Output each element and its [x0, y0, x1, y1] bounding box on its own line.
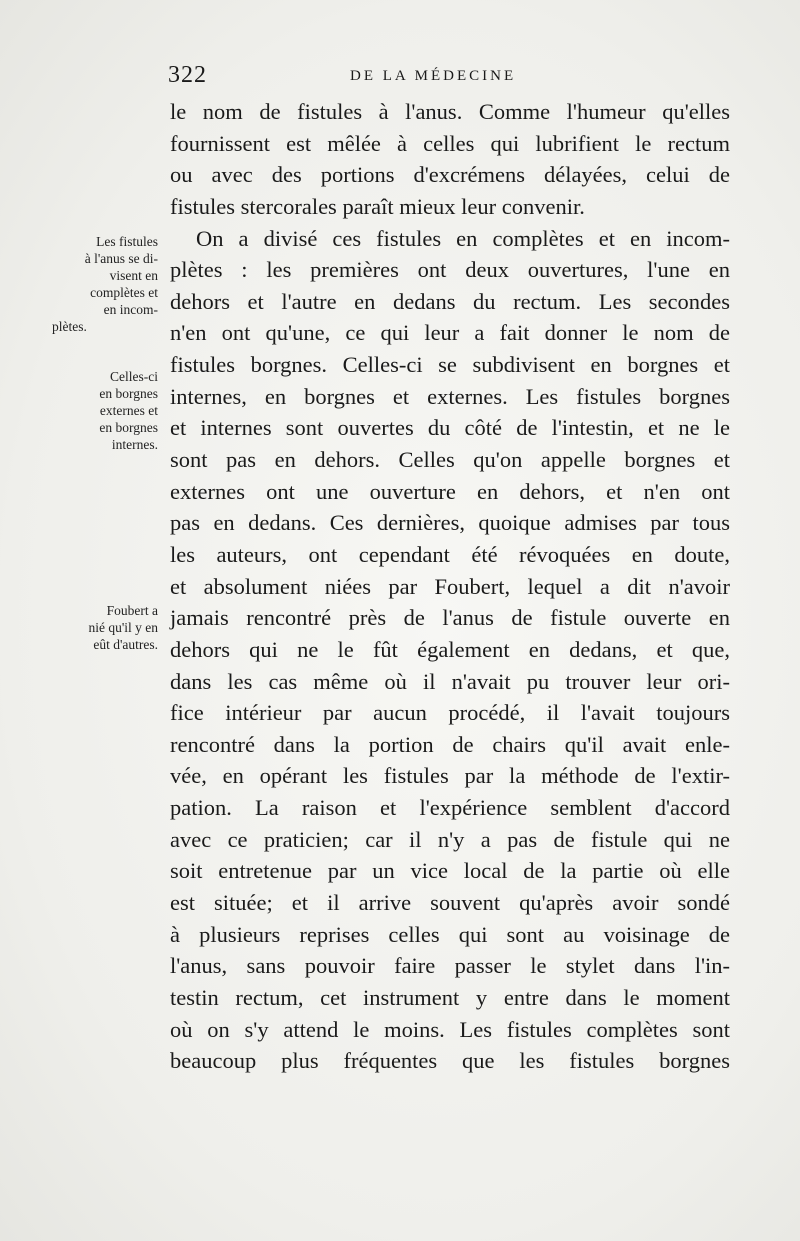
text-line: est située; et il arrive souvent qu'après avoir sondé	[170, 890, 730, 916]
text-line: et absolument niées par Foubert, lequel a dit n'avoir	[170, 573, 730, 599]
text-line: vée, en opérant les fistules par la méthode de l'extir-	[170, 763, 730, 789]
text-line: dans les cas même où il n'avait pu trouver leur ori-	[170, 668, 730, 694]
margin-note-line: visent en	[109, 268, 158, 283]
margin-note-line: en borgnes	[99, 386, 158, 401]
text-line: n'en ont qu'une, ce qui leur a fait donner le nom de	[170, 320, 730, 346]
margin-note-line: Celles-ci	[110, 369, 158, 384]
text-line: ou avec des portions d'excrémens délayées, celui de	[170, 162, 730, 188]
text-line: internes, en borgnes et externes. Les fistules borgnes	[170, 383, 730, 409]
margin-note-line: plètes.	[52, 319, 87, 334]
text-line: à plusieurs reprises celles qui sont au voisinage de	[170, 921, 730, 947]
margin-note-line: en borgnes	[99, 420, 158, 435]
margin-note-line: Foubert a	[106, 603, 158, 618]
text-line: beaucoup plus fréquentes que les fistules borgnes	[170, 1048, 730, 1074]
text-line: où on s'y attend le moins. Les fistules complètes sont	[170, 1016, 730, 1042]
text-line: sont pas en dehors. Celles qu'on appelle borgnes et	[170, 447, 730, 473]
text-line: soit entretenue par un vice local de la partie où elle	[170, 858, 730, 884]
text-line: dehors qui ne le fût également en dedans, et que,	[170, 636, 730, 662]
margin-note-subdivision	[52, 368, 158, 453]
text-line: testin rectum, cet instrument y entre dans le moment	[170, 984, 730, 1010]
text-line: rencontré dans la portion de chairs qu'il avait enle-	[170, 731, 730, 757]
page-header	[168, 62, 728, 92]
text-line: l'anus, sans pouvoir faire passer le stylet dans l'in-	[170, 953, 730, 979]
margin-note-division	[52, 233, 158, 335]
text-line: plètes : les premières ont deux ouvertures, l'une en	[170, 257, 730, 283]
body-text	[170, 96, 730, 1077]
text-line: jamais rencontré près de l'anus de fistule ouverte en	[170, 605, 730, 631]
running-title: DE LA MÉDECINE	[350, 68, 517, 84]
text-line: et internes sont ouvertes du côté de l'intestin, et ne le	[170, 415, 730, 441]
text-line: avec ce praticien; car il n'y a pas de fistule qui ne	[170, 826, 730, 852]
page-number: 322	[168, 62, 207, 88]
text-line: pation. La raison et l'expérience semblent d'accord	[170, 795, 730, 821]
margin-note-line: à l'anus se di-	[84, 251, 158, 266]
margin-note-line: Les fistules	[96, 234, 158, 249]
margin-note-line: internes.	[111, 437, 158, 452]
margin-note-foubert	[52, 602, 158, 653]
text-line: les auteurs, ont cependant été révoquées en doute,	[170, 541, 730, 567]
text-line: fistules stercorales paraît mieux leur convenir.	[170, 193, 585, 219]
text-line: fice intérieur par aucun procédé, il l'avait toujours	[170, 700, 730, 726]
margin-note-line: en incom-	[103, 302, 158, 317]
text-line: externes ont une ouverture en dehors, et n'en ont	[170, 478, 730, 504]
text-line: fistules borgnes. Celles-ci se subdivisent en borgnes et	[170, 352, 730, 378]
margin-note-line: externes et	[99, 403, 158, 418]
margin-note-line: complètes et	[90, 285, 158, 300]
text-line: dehors et l'autre en dedans du rectum. Les secondes	[170, 288, 730, 314]
margin-note-line: eût d'autres.	[93, 637, 158, 652]
text-line: pas en dedans. Ces dernières, quoique admises par tous	[170, 510, 730, 536]
text-line: le nom de fistules à l'anus. Comme l'humeur qu'elles	[170, 99, 730, 124]
margin-note-line: nié qu'il y en	[88, 620, 158, 635]
text-line: fournissent est mêlée à celles qui lubrifient le rectum	[170, 130, 730, 156]
text-line: On a divisé ces fistules en complètes et en incom-	[196, 225, 730, 251]
